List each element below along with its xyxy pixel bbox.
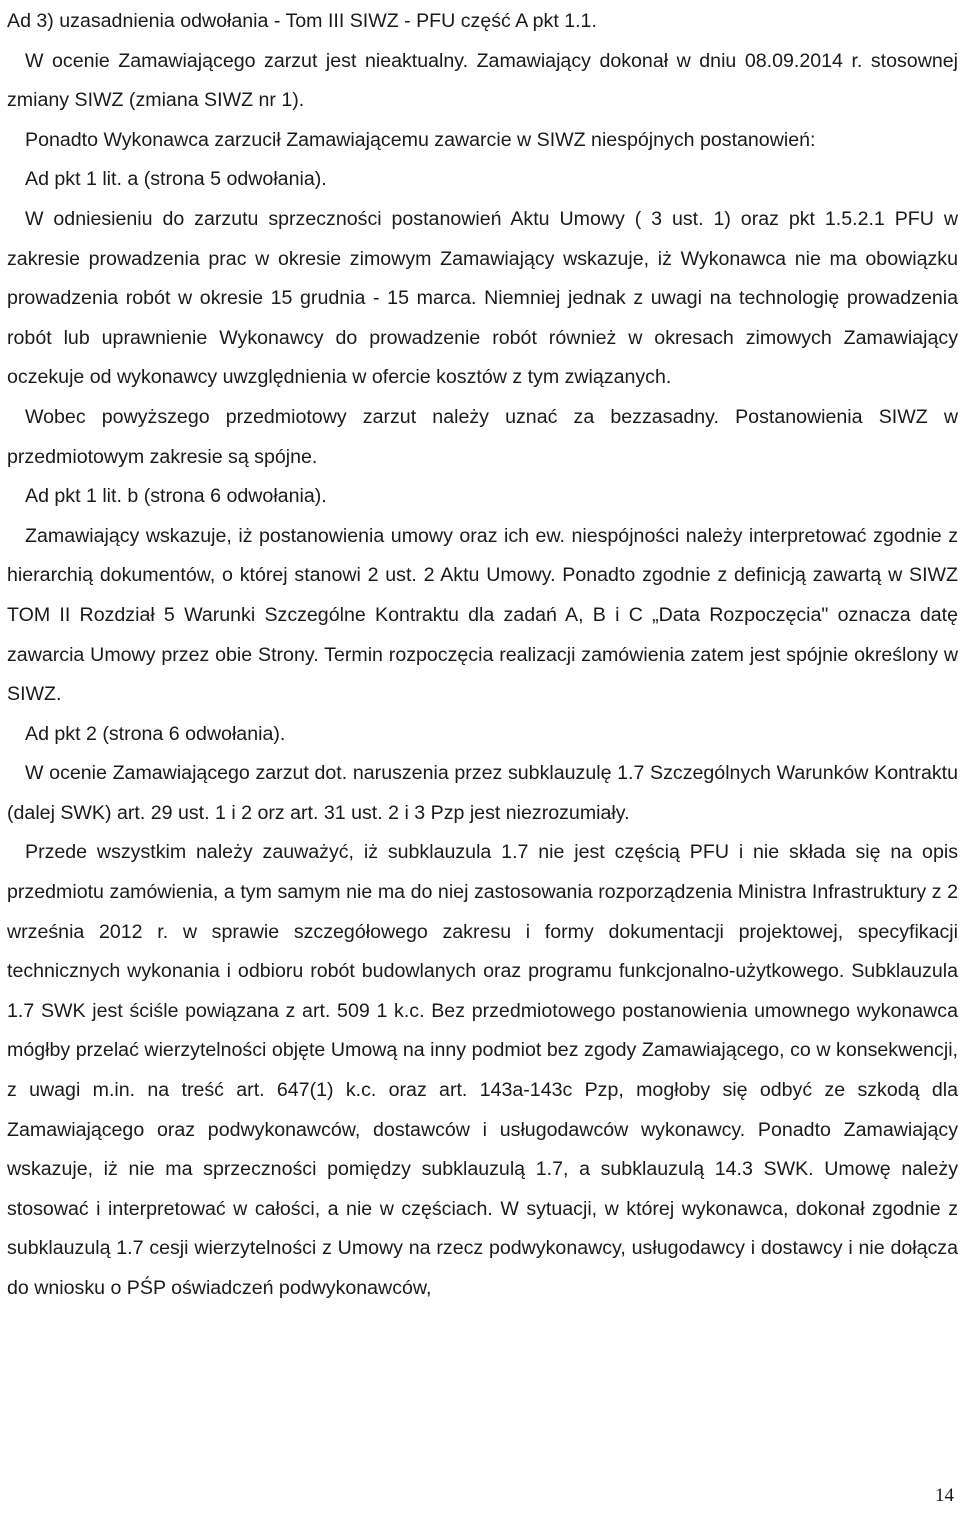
paragraph-zarzut-niezrozumialy: W ocenie Zamawiającego zarzut dot. naruszenia przez subklauzulę 1.7 Szczególnych Warunków Kontraktu (dalej SWK) art. 29 ust. 1 i 2 orz art. 31 ust. 2 i 3 Pzp jest niezrozumiały. xyxy=(7,762,958,824)
page-number: 14 xyxy=(935,1485,954,1506)
paragraph-zarzut-nieaktualny: W ocenie Zamawiającego zarzut jest nieaktualny. Zamawiający dokonał w dniu 08.09.2014 r. stosownej zmiany SIWZ (zmiana SIWZ nr 1). xyxy=(7,49,958,112)
paragraph-ad-pkt-1-lit-a: Ad pkt 1 lit. a (strona 5 odwołania). xyxy=(25,168,327,191)
paragraph-heading-ad-3: Ad 3) uzasadnienia odwołania - Tom III SIWZ - PFU część A pkt 1.1. xyxy=(7,10,597,32)
paragraph-hierarchia-dokumentow: Zamawiający wskazuje, iż postanowienia umowy oraz ich ew. niespójności należy interpretować zgodnie z hierarchią dokumentów, o której stanowi 2 ust. 2 Aktu Umowy. Ponadto zgodnie z definicją zawartą w SIWZ TOM II Rozdział 5 Warunki Szczególne Kontraktu dla zadań A, B i C „Data Rozpoczęcia" oznacza datę zawarcia Umowy przez obie Strony. Termin rozpoczęcia realizacji zamówienia zatem jest spójnie określony w SIWZ. xyxy=(7,524,958,706)
document-body xyxy=(7,2,958,1309)
paragraph-zarzut-bezzasadny: Wobec powyższego przedmiotowy zarzut należy uznać za bezzasadny. Postanowienia SIWZ w przedmiotowym zakresie są spójne. xyxy=(7,405,958,468)
paragraph-okres-zimowy: W odniesieniu do zarzutu sprzeczności postanowień Aktu Umowy ( 3 ust. 1) oraz pkt 1.5.2.1 PFU w zakresie prowadzenia prac w okresie zimowym Zamawiający wskazuje, iż Wykonawca nie ma obowiązku prowadzenia robót w okresie 15 grudnia - 15 marca. Niemniej jednak z uwagi na technologię prowadzenia robót lub uprawnienie Wykonawcy do prowadzenie robót również w okresach zimowych Zamawiający oczekuje od wykonawcy uwzględnienia w ofercie kosztów z tym związanych. xyxy=(7,207,958,389)
paragraph-subklauzula-1-7: Przede wszystkim należy zauważyć, iż subklauzula 1.7 nie jest częścią PFU i nie składa się na opis przedmiotu zamówienia, a tym samym nie ma do niej zastosowania rozporządzenia Ministra Infrastruktury z 2 września 2012 r. w sprawie szczegółowego zakresu i formy dokumentacji projektowej, specyfikacji technicznych wykonania i odbioru robót budowlanych oraz programu funkcjonalno-użytkowego. Subklauzula 1.7 SWK jest ściśle powiązana z art. 509 1 k.c. Bez przedmiotowego postanowienia umownego wykonawca mógłby przelać wierzytelności objęte Umową na inny podmiot bez zgody Zamawiającego, co w konsekwencji, z uwagi m.in. na treść art. 647(1) k.c. oraz art. 143a-143c Pzp, mogłoby się odbyć ze szkodą dla Zamawiającego oraz podwykonawców, dostawców i usługodawców wykonawcy. Ponadto Zamawiający wskazuje, iż nie ma sprzeczności pomiędzy subklauzulą 1.7, a subklauzulą 14.3 SWK. Umowę należy stosować i interpretować w całości, a nie w częściach. W sytuacji, w której wykonawca, dokonał zgodnie z subklauzulą 1.7 cesji wierzytelności z Umowy na rzecz podwykonawcy, usługodawcy i dostawcy i nie dołącza do wniosku o PŚP oświadczeń podwykonawców, xyxy=(7,841,958,1299)
paragraph-ad-pkt-1-lit-b: Ad pkt 1 lit. b (strona 6 odwołania). xyxy=(25,485,327,508)
paragraph-ad-pkt-2: Ad pkt 2 (strona 6 odwołania). xyxy=(25,722,286,745)
paragraph-niespojne-postanowienia: Ponadto Wykonawca zarzucił Zamawiającemu zawarcie w SIWZ niespójnych postanowień: xyxy=(25,128,816,151)
